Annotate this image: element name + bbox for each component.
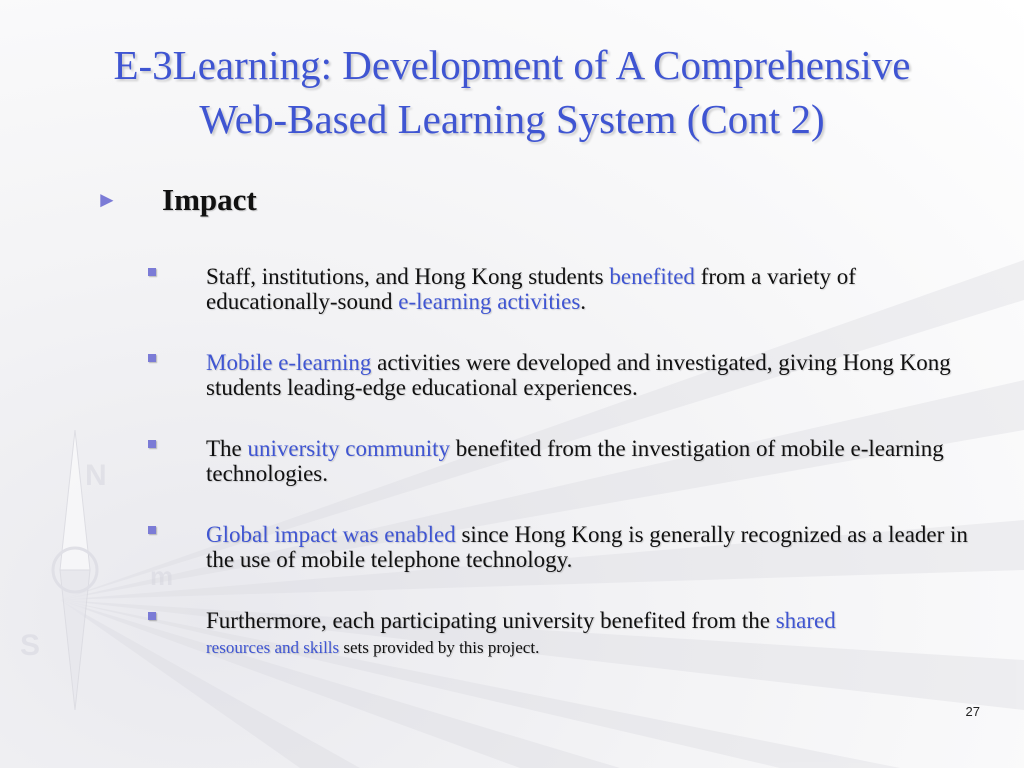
svg-text:S: S bbox=[20, 629, 41, 662]
square-bullet-icon bbox=[148, 612, 156, 620]
square-bullet-icon bbox=[148, 268, 156, 276]
bullet-item-2 bbox=[148, 350, 978, 400]
section-heading bbox=[96, 180, 257, 220]
page-number: 27 bbox=[965, 704, 980, 719]
highlighted-phrase: benefited bbox=[609, 264, 695, 289]
slide-title-line-1: E-3Learning: Development of A Comprehensive bbox=[113, 42, 911, 88]
highlighted-phrase: resources and skills bbox=[206, 638, 340, 657]
bullet-text: Furthermore, each participating university benefited from the shared resources and skills sets provided by this project. bbox=[206, 608, 836, 657]
slide-title-line-2: Web-Based Learning System (Cont 2) bbox=[199, 96, 825, 142]
highlighted-phrase: Global impact was enabled bbox=[206, 522, 456, 547]
bullet-item-5 bbox=[148, 608, 978, 660]
bullet-text: Mobile e-learning activities were developed and investigated, giving Hong Kong students leading-edge educational experiences. bbox=[206, 350, 951, 400]
highlighted-phrase: university community bbox=[247, 436, 451, 461]
bullet-text: The university community benefited from the investigation of mobile e-learning technologies. bbox=[206, 436, 944, 486]
section-heading-label: Impact bbox=[162, 182, 257, 217]
square-bullet-icon bbox=[148, 354, 156, 362]
bullet-item-1 bbox=[148, 264, 978, 314]
square-bullet-icon bbox=[148, 440, 156, 448]
square-bullet-icon bbox=[148, 526, 156, 534]
bullet-text: Staff, institutions, and Hong Kong students benefited from a variety of educationally-sound e-learning activities. bbox=[206, 264, 856, 314]
svg-text:N: N bbox=[85, 459, 107, 492]
highlighted-phrase: Mobile e-learning bbox=[206, 350, 372, 375]
slide-title bbox=[0, 38, 1024, 146]
bullet-text: Global impact was enabled since Hong Kong is generally recognized as a leader in the use of mobile telephone technology. bbox=[206, 522, 968, 572]
bullet-item-3 bbox=[148, 436, 978, 486]
bullet-item-4 bbox=[148, 522, 978, 572]
highlighted-phrase: e-learning activities bbox=[398, 289, 581, 314]
highlighted-phrase: shared bbox=[775, 608, 836, 633]
arrow-bullet-icon: ► bbox=[96, 187, 118, 212]
svg-text:m: m bbox=[150, 561, 174, 591]
